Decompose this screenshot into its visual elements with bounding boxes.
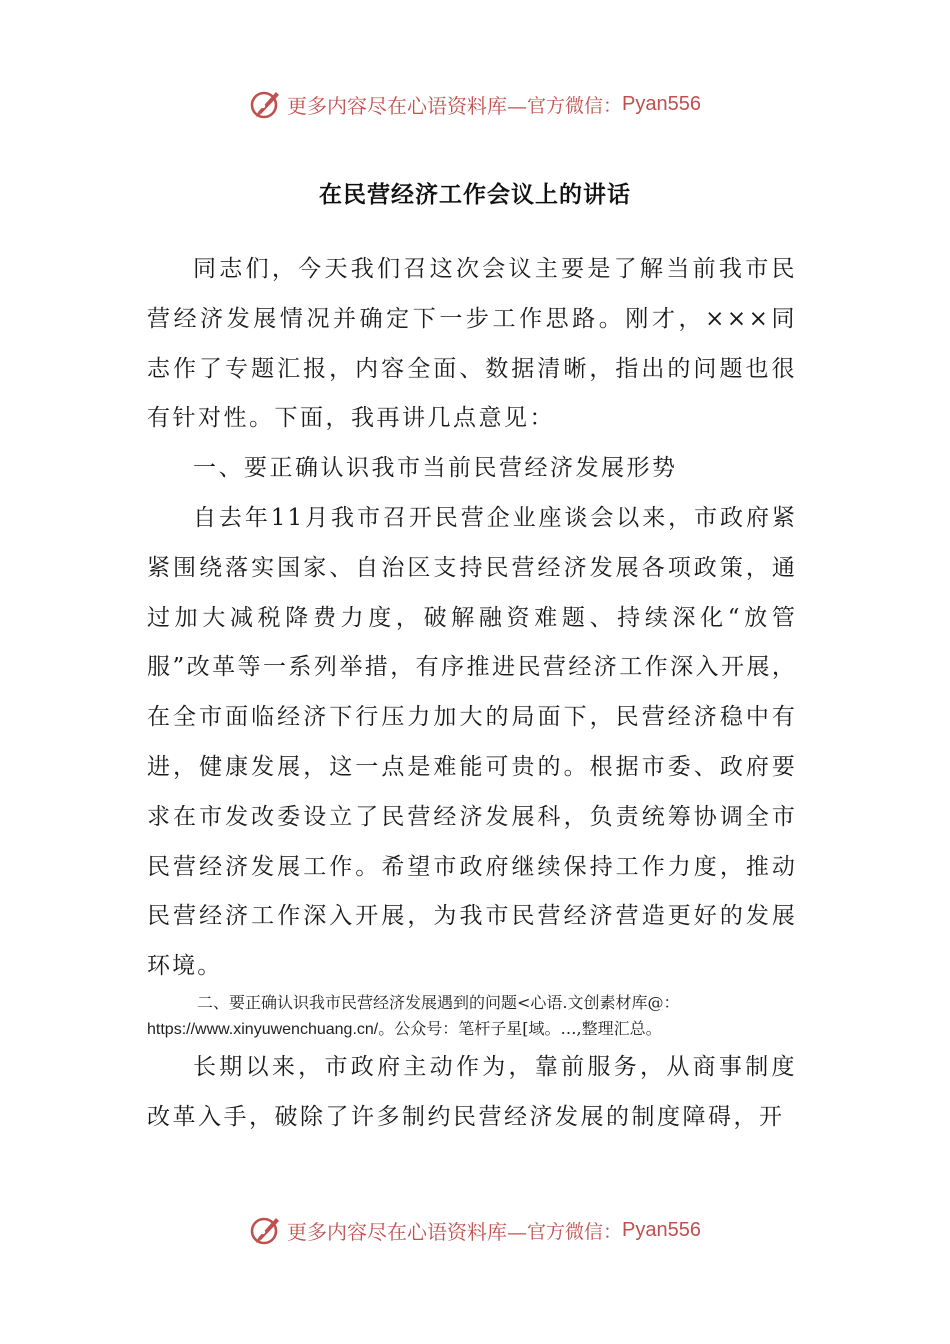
note-line: 二、要正确认识我市民营经济发展遇到的问题<心语.文创素材库@： — [197, 993, 680, 1012]
banner-text: 更多内容尽在心语资料库— — [287, 1219, 527, 1244]
paragraph: 同志们，今天我们召这次会议主要是了解当前我市民营经济发展情况并确定下一步工作思路。刚才，×××同志作了专题汇报，内容全面、数据清晰，指出的问题也很有针对性。下面，我再讲几点意见： — [147, 256, 797, 432]
header-watermark-banner — [0, 82, 950, 126]
brand-logo-icon — [249, 1213, 283, 1247]
note-text: 。公众号：笔杆子星[域。…,整理汇总。 — [378, 1019, 662, 1038]
banner-wechat-id: Pyan556 — [622, 1218, 701, 1241]
brand-logo-icon — [249, 87, 283, 121]
note-line — [147, 1016, 807, 1043]
section-heading: 一、要正确认识我市当前民营经济发展形势 — [193, 455, 678, 482]
inline-watermark-note — [147, 990, 807, 1043]
paragraph: 长期以来，市政府主动作为，靠前服务，从商事制度改革入手，破除了许多制约民营经济发展的制度障碍，开 — [147, 1054, 797, 1130]
footer-watermark-banner — [0, 1208, 950, 1252]
banner-wechat-label: 官方微信： — [527, 1220, 623, 1243]
document-title: 在民营经济工作会议上的讲话 — [319, 182, 631, 208]
banner-wechat-label: 官方微信： — [527, 94, 623, 117]
note-url: https://www.xinyuwenchuang.cn/ — [147, 1021, 379, 1038]
banner-text: 更多内容尽在心语资料库— — [287, 93, 527, 118]
banner-wechat-id: Pyan556 — [622, 92, 701, 115]
document-body-continued — [147, 1043, 797, 1143]
paragraph: 自去年11月我市召开民营企业座谈会以来，市政府紧紧围绕落实国家、自治区支持民营经济发展各项政策，通过加大减税降费力度，破解融资难题、持续深化“放管服”改革等一系列举措，有序推进民营经济工作深入开展，在全市面临经济下行压力加大的局面下，民营经济稳中有进，健康发展，这一点是难能可贵的。根据市委、政府要求在市发改委设立了民营经济发展科，负责统筹协调全市民营经济发展工作。希望市政府继续保持工作力度，推动民营经济工作深入开展，为我市民营经济营造更好的发展环境。 — [147, 504, 797, 980]
document-body — [147, 245, 797, 992]
